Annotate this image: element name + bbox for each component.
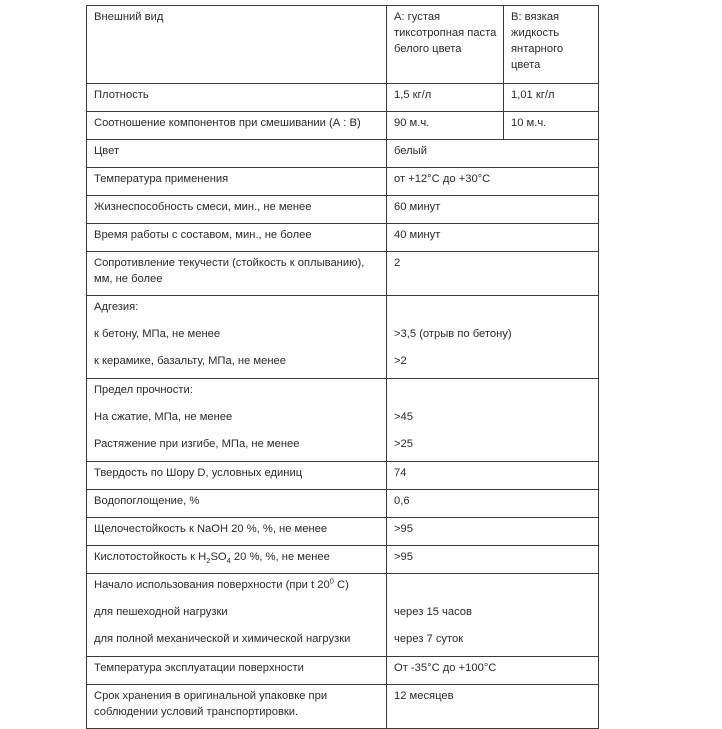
row-value: белый [387, 140, 599, 168]
sub-label: Растяжение при изгибе, МПа, не менее [94, 438, 300, 450]
sub-value: через 7 суток [394, 633, 464, 645]
component-b-cell: 1,01 кг/л [504, 84, 599, 112]
table-row [87, 252, 599, 296]
row-value: 40 минут [387, 224, 599, 252]
row-value: 0,6 [387, 490, 599, 518]
table-row [87, 657, 599, 685]
row-label: Твердость по Шору D, условных единиц [87, 462, 387, 490]
component-a-cell: А: густая тиксотропная паста белого цвета [387, 6, 504, 84]
row-value-group [387, 574, 599, 657]
table-row [87, 140, 599, 168]
label-text: Начало использования поверхности (при t 20 [94, 579, 330, 591]
table-row [87, 296, 599, 379]
group-title [94, 577, 380, 593]
row-value: 12 месяцев [387, 685, 599, 729]
row-value: 2 [387, 252, 599, 296]
sub-label: На сжатие, МПа, не менее [94, 411, 233, 423]
row-label: Щелочестойкость к NaOH 20 %, %, не менее [87, 518, 387, 546]
row-label [87, 546, 387, 574]
label-text: Кислотостойкость к H [94, 551, 207, 563]
row-label: Жизнеспособность смеси, мин., не менее [87, 196, 387, 224]
row-label-group [87, 574, 387, 657]
subscript: 4 [226, 556, 231, 566]
row-value: >95 [387, 546, 599, 574]
component-b-cell: 10 м.ч. [504, 112, 599, 140]
row-value: от +12°С до +30°С [387, 168, 599, 196]
sub-value: >45 [394, 411, 413, 423]
row-label: Температура эксплуатации поверхности [87, 657, 387, 685]
sub-label: к керамике, базальту, МПа, не менее [94, 355, 286, 367]
label-text: 20 %, %, не менее [230, 551, 330, 563]
table-row [87, 462, 599, 490]
table-row [87, 196, 599, 224]
row-label: Плотность [87, 84, 387, 112]
component-b-cell: В: вязкая жидкость янтарного цвета [504, 6, 599, 84]
table-row [87, 6, 599, 84]
group-title: Предел прочности: [94, 384, 193, 396]
row-label: Срок хранения в оригинальной упаковке при соблюдении условий транспортировки. [87, 685, 387, 729]
row-value: От -35°С до +100°С [387, 657, 599, 685]
table-row [87, 84, 599, 112]
label-text: SO [210, 551, 227, 563]
row-label-group [87, 379, 387, 462]
subscript: 2 [206, 556, 211, 566]
sub-value: >2 [394, 355, 407, 367]
table-row [87, 168, 599, 196]
row-label: Температура применения [87, 168, 387, 196]
table-row [87, 379, 599, 462]
row-label: Сопротивление текучести (стойкость к оплыванию), мм, не более [87, 252, 387, 296]
table-row [87, 224, 599, 252]
row-label: Водопоглощение, % [87, 490, 387, 518]
row-value-group [387, 296, 599, 379]
superscript: 0 [329, 576, 334, 586]
row-value: 74 [387, 462, 599, 490]
table-row [87, 112, 599, 140]
sub-label: для пешеходной нагрузки [94, 606, 228, 618]
component-a-cell: 1,5 кг/л [387, 84, 504, 112]
row-label: Внешний вид [87, 6, 387, 84]
component-a-cell: 90 м.ч. [387, 112, 504, 140]
table-row [87, 490, 599, 518]
table-row [87, 546, 599, 574]
table-row [87, 518, 599, 546]
sub-label: к бетону, МПа, не менее [94, 328, 221, 340]
row-value-group [387, 379, 599, 462]
spec-table [86, 5, 599, 729]
sub-value: через 15 часов [394, 606, 472, 618]
row-label-group [87, 296, 387, 379]
group-title: Адгезия: [94, 301, 139, 313]
row-label: Время работы с составом, мин., не более [87, 224, 387, 252]
sub-value: >3,5 (отрыв по бетону) [394, 328, 512, 340]
sub-label: для полной механической и химической нагрузки [94, 633, 351, 645]
row-value: >95 [387, 518, 599, 546]
sub-value: >25 [394, 438, 413, 450]
row-label: Соотношение компонентов при смешивании (А : В) [87, 112, 387, 140]
table-row [87, 574, 599, 657]
row-value: 60 минут [387, 196, 599, 224]
label-text: С) [333, 579, 349, 591]
row-label: Цвет [87, 140, 387, 168]
